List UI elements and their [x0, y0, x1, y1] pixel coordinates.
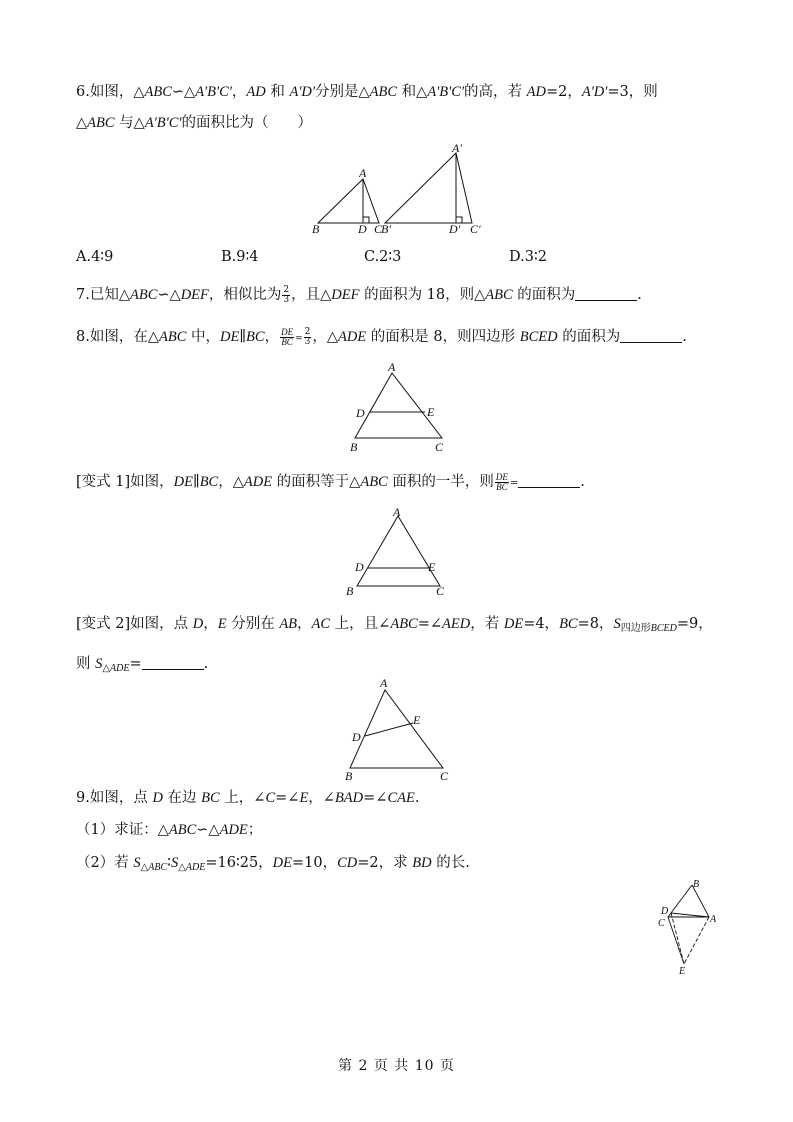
- text: =: [509, 478, 519, 489]
- fraction: [495, 473, 509, 492]
- option-a: A.4∶9: [76, 249, 114, 265]
- text: S: [613, 616, 621, 632]
- segment-cb: [668, 885, 692, 917]
- v2-line1: [76, 614, 713, 639]
- text: BCED: [519, 329, 558, 345]
- text: 上，∠: [219, 790, 266, 806]
- text: ABC: [369, 84, 398, 100]
- triangle-a2b2c2: [385, 153, 472, 223]
- label-d: D: [355, 560, 364, 574]
- text: .: [637, 287, 642, 303]
- denominator: BC: [281, 336, 293, 347]
- text: 上，且∠: [330, 616, 391, 632]
- label-b: B: [345, 769, 353, 783]
- text: ∶: [167, 855, 171, 871]
- text: ABC: [485, 287, 513, 303]
- text: ；: [247, 822, 263, 838]
- text: ，: [297, 616, 312, 632]
- label-c: C: [658, 918, 665, 929]
- text: ∥: [239, 329, 247, 345]
- v2-figure: [335, 672, 465, 787]
- text: ABC: [390, 616, 418, 632]
- answer-blank[interactable]: [620, 328, 682, 343]
- label-a-prime: A': [452, 141, 462, 155]
- text: ∽△: [196, 822, 220, 838]
- label-d: D: [358, 222, 367, 236]
- numerator: DE: [495, 471, 508, 482]
- text: 和: [265, 84, 290, 100]
- text: AC: [311, 616, 331, 632]
- text: ，若: [470, 616, 504, 632]
- label-d-prime: D': [449, 222, 461, 236]
- segment-da: [671, 913, 709, 917]
- q7-line: [76, 285, 642, 305]
- text: .: [580, 474, 585, 490]
- v2-line2: [76, 654, 208, 679]
- text: BC: [199, 474, 219, 490]
- text: ADE: [219, 822, 248, 838]
- text: 6.如图，△: [76, 84, 145, 100]
- text: ABC: [144, 84, 172, 100]
- text: ABC: [159, 329, 187, 345]
- segment-de: [671, 913, 684, 964]
- text: .: [203, 656, 209, 672]
- segment-de: [365, 723, 413, 736]
- text: 与△: [114, 115, 145, 131]
- fraction: [282, 286, 290, 305]
- text: 分别是△: [315, 84, 370, 100]
- text: 在边: [162, 790, 202, 806]
- text: BC: [559, 616, 578, 632]
- text: A'B'C': [195, 84, 232, 100]
- text: ，△: [218, 474, 244, 490]
- text: =8，: [577, 616, 614, 632]
- text: [变式 2]如图，点: [76, 616, 193, 632]
- q9-line: [76, 788, 419, 808]
- q9-figure: [652, 872, 732, 982]
- page-footer: 第 2 页 共 10 页: [338, 1058, 455, 1074]
- text: ，相似比为: [208, 287, 282, 303]
- label-e: E: [427, 405, 435, 419]
- text: （1）求证：△: [76, 822, 169, 838]
- text: S: [133, 855, 141, 871]
- text: A'B'C': [427, 84, 465, 100]
- text: A'B'C': [144, 115, 182, 131]
- text: =16∶25，: [205, 855, 273, 871]
- text: 9.如图，点: [76, 790, 153, 806]
- q6-line2: [76, 113, 312, 133]
- text: DE: [272, 855, 293, 871]
- denominator: BC: [496, 481, 508, 492]
- text: 的面积是 8，则四边形: [366, 329, 520, 345]
- label-a: A: [359, 166, 367, 180]
- text: E: [299, 790, 309, 806]
- text: ，: [264, 329, 280, 345]
- text: 的面积为 18，则△: [359, 287, 486, 303]
- text: BD: [412, 855, 432, 871]
- option-d: D.3∶2: [509, 249, 547, 265]
- text: 则: [76, 656, 96, 672]
- label-b: B: [693, 879, 700, 890]
- text: ABC: [168, 822, 197, 838]
- label-d: D: [352, 730, 361, 744]
- text: =2，求: [357, 855, 413, 871]
- numerator: DE: [281, 326, 294, 337]
- text: ∽△: [171, 84, 196, 100]
- text: =∠: [363, 790, 388, 806]
- label-a: A: [710, 914, 717, 925]
- fraction: [304, 328, 312, 347]
- text: =∠: [275, 790, 300, 806]
- text: ABC: [87, 115, 115, 131]
- text: ABC: [130, 287, 158, 303]
- label-a: A: [388, 360, 396, 374]
- text: 的面积为: [512, 287, 576, 303]
- text: 分别在: [226, 616, 280, 632]
- label-b: B: [350, 440, 358, 454]
- answer-blank[interactable]: [518, 473, 580, 488]
- text: BC: [201, 790, 220, 806]
- denominator: 3: [283, 294, 290, 305]
- text: 的高，若: [464, 84, 527, 100]
- text: CD: [337, 855, 358, 871]
- text: DE: [220, 329, 240, 345]
- text: △ABC: [140, 862, 168, 873]
- label-c: C: [374, 222, 383, 236]
- label-b: B: [346, 584, 354, 598]
- text: 四边形: [620, 623, 651, 634]
- answer-blank[interactable]: [142, 655, 204, 670]
- q8-figure: [340, 358, 460, 458]
- text: △: [76, 115, 88, 131]
- text: =3，则: [607, 84, 658, 100]
- text: ∥: [193, 474, 200, 490]
- text: AD: [246, 84, 266, 100]
- option-c: C.2∶3: [364, 249, 402, 265]
- text: 面积的一半，则: [387, 474, 494, 490]
- text: ，且△: [291, 287, 332, 303]
- text: AD: [526, 84, 546, 100]
- q9-part2: [76, 853, 470, 878]
- text: BCED: [650, 623, 677, 634]
- text: 中，: [186, 329, 220, 345]
- v1-line: [76, 472, 585, 494]
- fraction: [280, 328, 294, 347]
- text: =4，: [523, 616, 560, 632]
- text: D: [152, 790, 163, 806]
- text: =2，: [545, 84, 582, 100]
- text: 的长.: [431, 855, 470, 871]
- text: A'D': [289, 84, 315, 100]
- triangle-abc: [350, 690, 443, 768]
- text: AED: [442, 616, 471, 632]
- q6-figure: [300, 140, 500, 240]
- label-c-prime: C': [470, 222, 481, 236]
- text: 7.已知△: [76, 287, 130, 303]
- denominator: 3: [304, 336, 311, 347]
- text: ABC: [360, 474, 388, 490]
- text: 的面积为: [557, 329, 621, 345]
- text: CAE: [387, 790, 415, 806]
- label-c: C: [436, 584, 445, 598]
- text: ，: [203, 616, 218, 632]
- text: =∠: [417, 616, 443, 632]
- text: 和△: [397, 84, 428, 100]
- text: ，∠: [308, 790, 335, 806]
- triangle-abc: [318, 179, 379, 223]
- text: AB: [279, 616, 298, 632]
- text: E: [217, 616, 227, 632]
- label-c: C: [440, 769, 449, 783]
- text: △ADE: [102, 663, 130, 674]
- text: 的面积等于△: [272, 474, 361, 490]
- numerator: 2: [283, 284, 290, 295]
- label-e: E: [413, 713, 421, 727]
- label-e: E: [428, 560, 436, 574]
- text: =: [295, 334, 303, 344]
- text: =: [129, 656, 142, 672]
- label-b-prime: B': [381, 222, 391, 236]
- text: DE: [173, 474, 193, 490]
- label-a: A: [393, 505, 401, 519]
- numerator: 2: [304, 326, 311, 337]
- text: △ADE: [178, 862, 206, 873]
- text: DE: [503, 616, 524, 632]
- text: .: [414, 790, 420, 806]
- text: .: [682, 329, 687, 345]
- triangle-abc: [357, 516, 440, 586]
- text: =9，: [676, 616, 713, 632]
- text: ADE: [338, 329, 367, 345]
- text: ADE: [243, 474, 273, 490]
- text: S: [170, 855, 179, 871]
- q8-line: [76, 327, 687, 349]
- text: A'D': [581, 84, 608, 100]
- text: DEF: [180, 287, 209, 303]
- q6-line1: [76, 82, 658, 102]
- text: 的面积比为（ ）: [181, 115, 313, 131]
- text: =10，: [292, 855, 338, 871]
- v1-figure: [340, 504, 460, 604]
- text: 8.如图，在△: [76, 329, 159, 345]
- label-d: D: [356, 406, 365, 420]
- label-d: D: [661, 906, 669, 917]
- text: ，: [231, 84, 247, 100]
- label-b: B: [312, 222, 320, 236]
- text: ∽△: [157, 287, 181, 303]
- label-e: E: [679, 966, 686, 977]
- text: S: [95, 656, 103, 672]
- label-c: C: [435, 440, 444, 454]
- q9-part1: [76, 820, 262, 840]
- segment-ce: [668, 917, 684, 964]
- text: （2）若: [76, 855, 134, 871]
- text: [变式 1]如图，: [76, 474, 174, 490]
- text: BAD: [334, 790, 364, 806]
- text: DEF: [331, 287, 360, 303]
- label-a: A: [380, 676, 388, 690]
- text: C: [265, 790, 276, 806]
- answer-blank[interactable]: [575, 286, 637, 301]
- text: D: [192, 616, 204, 632]
- text: ，△: [312, 329, 339, 345]
- text: BC: [246, 329, 265, 345]
- segment-ae: [684, 917, 709, 964]
- option-b: B.9∶4: [221, 249, 259, 265]
